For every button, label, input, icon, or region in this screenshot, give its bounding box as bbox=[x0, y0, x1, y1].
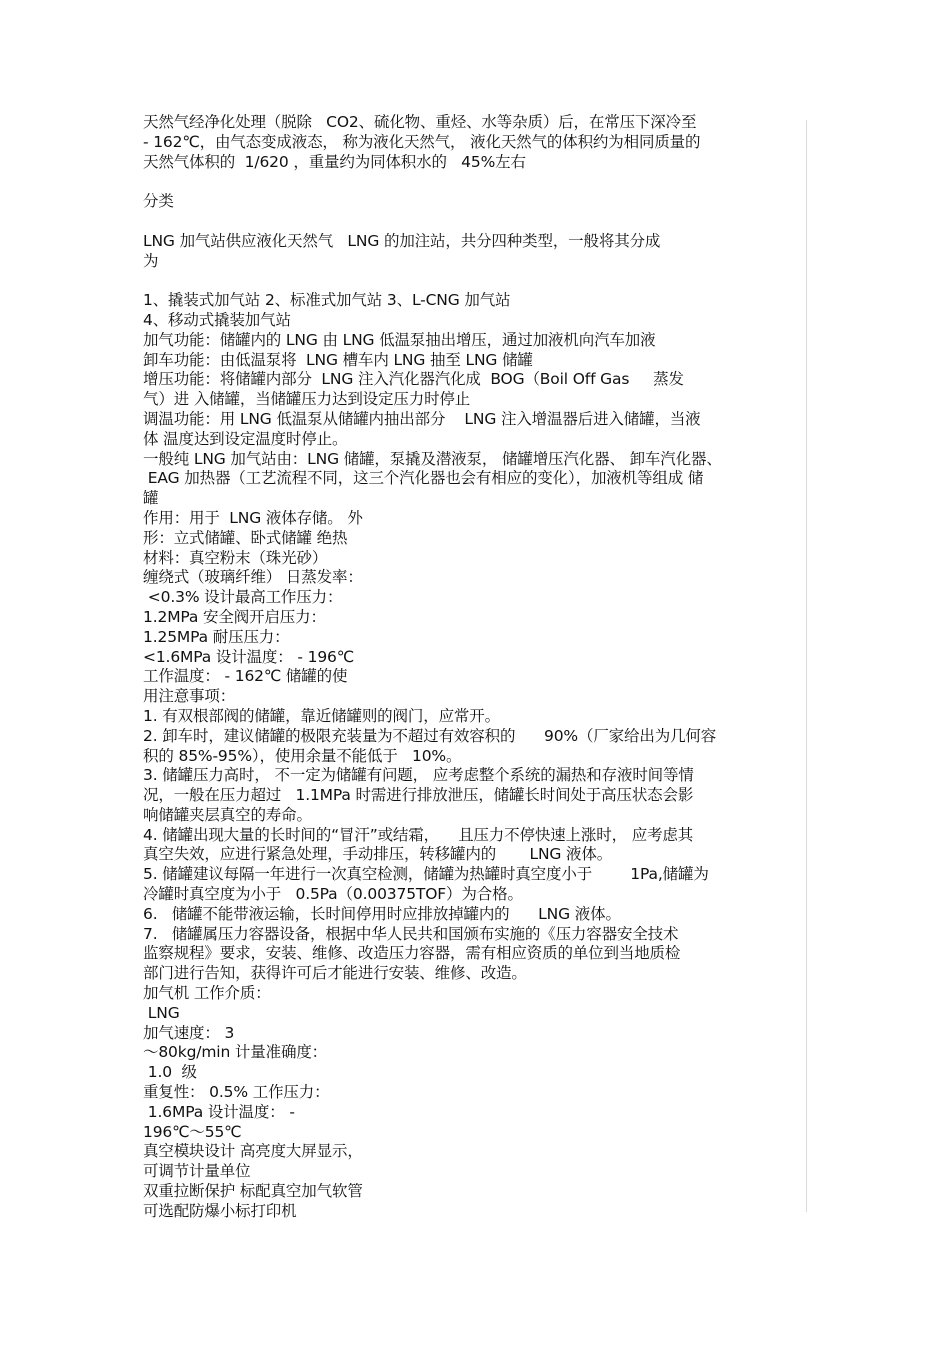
text-line: 2. 卸车时，建议储罐的极限充装量为不超过有效容积的 90%（厂家给出为几何容 bbox=[143, 726, 717, 745]
text-line: 1.6MPa 设计温度： - bbox=[143, 1102, 295, 1121]
text-line: ～80kg/min 计量准确度： bbox=[143, 1043, 328, 1062]
text-line: 况，一般在压力超过 1.1MPa 时需进行排放泄压，储罐长时间处于高压状态会影 bbox=[143, 786, 694, 805]
text-line: 积的 85%-95%），使用余量不能低于 10%。 bbox=[143, 746, 462, 765]
text-line: 卸车功能：由低温泵将 LNG 槽车内 LNG 抽至 LNG 储罐 bbox=[143, 350, 533, 369]
text-line: 196℃～55℃ bbox=[143, 1122, 242, 1141]
text-line: 1、撬装式加气站 2、标准式加气站 3、L-CNG 加气站 bbox=[143, 291, 511, 310]
blank-line bbox=[143, 212, 809, 232]
text-line: 加气功能：储罐内的 LNG 由 LNG 低温泵抽出增压，通过加液机向汽车加液 bbox=[143, 330, 656, 349]
text-line: 体 温度达到设定温度时停止。 bbox=[143, 429, 348, 448]
text-line: 可调节计量单位 bbox=[143, 1162, 251, 1181]
text-line: 一般纯 LNG 加气站由：LNG 储罐，泵撬及潜液泵， 储罐增压汽化器、 卸车汽化器、 bbox=[143, 449, 722, 468]
text-line: 增压功能：将储罐内部分 LNG 注入汽化器汽化成 BOG（Boil Off Gas 蒸发 bbox=[143, 370, 684, 389]
text-line: 重复性： 0.5% 工作压力： bbox=[143, 1083, 330, 1102]
text-line: 4. 储罐出现大量的长时间的“冒汗”或结霜， 且压力不停快速上涨时， 应考虑其 bbox=[143, 825, 694, 844]
text-line: 工作温度： - 162℃ 储罐的使 bbox=[143, 667, 348, 686]
text-line: 真空失效，应进行紧急处理，手动排压，转移罐内的 LNG 液体。 bbox=[143, 845, 613, 864]
text-line: 天然气经净化处理（脱除 CO2、硫化物、重烃、水等杂质）后，在常压下深冷至 bbox=[143, 113, 697, 131]
text-line: 1.0 级 bbox=[143, 1063, 197, 1082]
text-line: 罐 bbox=[143, 489, 159, 508]
text-line: 7. 储罐属压力容器设备，根据中华人民共和国颁布实施的《压力容器安全技术 bbox=[143, 924, 679, 943]
text-line: 材料：真空粉末（珠光砂） bbox=[143, 548, 328, 567]
text-line: 3. 储罐压力高时， 不一定为储罐有问题， 应考虑整个系统的漏热和存液时间等情 bbox=[143, 766, 694, 785]
document-body bbox=[143, 113, 809, 1222]
text-line: 1. 有双根部阀的储罐，靠近储罐则的阀门，应常开。 bbox=[143, 706, 500, 725]
blank-line bbox=[143, 172, 809, 192]
text-line: 真空模块设计 高亮度大屏显示， bbox=[143, 1142, 363, 1161]
text-line: 1.25MPa 耐压压力： bbox=[143, 627, 290, 646]
text-line: 1.2MPa 安全阀开启压力： bbox=[143, 607, 326, 626]
text-line: EAG 加热器（工艺流程不同，这三个汽化器也会有相应的变化），加液机等组成 储 bbox=[143, 469, 704, 488]
blank-line bbox=[143, 271, 809, 291]
text-line: - 162℃，由气态变成液态， 称为液化天然气， 液化天然气的体积约为相同质量的 bbox=[143, 132, 701, 151]
text-line: 加气机 工作介质： bbox=[143, 984, 271, 1003]
text-line: 5. 储罐建议每隔一年进行一次真空检测，储罐为热罐时真空度小于 1Pa,储罐为 bbox=[143, 865, 709, 884]
text-line: 作用：用于 LNG 液体存储。 外 bbox=[143, 508, 363, 527]
text-line: 4、移动式撬装加气站 bbox=[143, 310, 291, 329]
text-line: 缠绕式（玻璃纤维） 日蒸发率： bbox=[143, 568, 363, 587]
text-line: LNG bbox=[143, 1003, 180, 1022]
text-line: 冷罐时真空度为小于 0.5Pa（0.00375TOF）为合格。 bbox=[143, 885, 523, 904]
text-line: 部门进行告知，获得许可后才能进行安装、维修、改造。 bbox=[143, 964, 527, 983]
text-line: 响储罐夹层真空的寿命。 bbox=[143, 805, 312, 824]
text-line: 可选配防爆小标打印机 bbox=[143, 1201, 297, 1220]
section-heading: 分类 bbox=[143, 192, 174, 211]
text-line: 气）进 入储罐，当储罐压力达到设定压力时停止 bbox=[143, 390, 471, 409]
text-line: 形：立式储罐、卧式储罐 绝热 bbox=[143, 528, 348, 547]
text-line: LNG 加气站供应液化天然气 LNG 的加注站，共分四种类型，一般将其分成 bbox=[143, 231, 661, 250]
text-line: <0.3% 设计最高工作压力： bbox=[143, 588, 343, 607]
text-line: 6. 储罐不能带液运输，长时间停用时应排放掉罐内的 LNG 液体。 bbox=[143, 904, 621, 923]
text-line: 天然气体积的 1/620 ，重量约为同体积水的 45%左右 bbox=[143, 152, 526, 171]
text-line: 双重拉断保护 标配真空加气软管 bbox=[143, 1182, 363, 1201]
text-line: 用注意事项： bbox=[143, 687, 236, 706]
text-line: 监察规程》要求，安装、维修、改造压力容器，需有相应资质的单位到当地质检 bbox=[143, 944, 681, 963]
text-line: 加气速度： 3 bbox=[143, 1023, 235, 1042]
text-line: 为 bbox=[143, 251, 159, 270]
text-line: 调温功能：用 LNG 低温泵从储罐内抽出部分 LNG 注入增温器后进入储罐，当液 bbox=[143, 409, 701, 428]
margin-rule bbox=[806, 120, 807, 1212]
text-line: <1.6MPa 设计温度： - 196℃ bbox=[143, 647, 355, 666]
